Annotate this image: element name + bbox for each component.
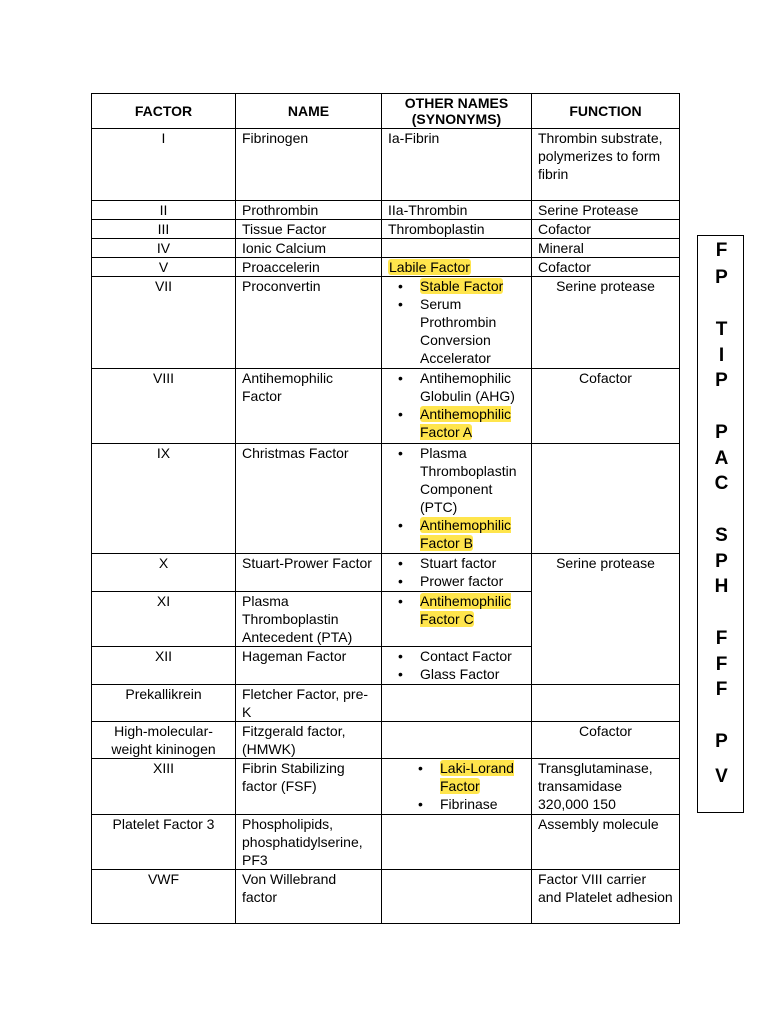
function-cell: Transglutaminase, transamidase 320,000 150 [532, 759, 680, 815]
table-row [92, 444, 680, 554]
name-cell: Antihemophilic Factor [236, 369, 382, 444]
factor-cell: VII [92, 277, 236, 369]
mnemonic-letter: P [715, 551, 728, 572]
mnemonic-letter: S [715, 525, 728, 546]
factor-cell: II [92, 201, 236, 220]
factor-cell: XIII [92, 759, 236, 815]
other-names-cell [382, 258, 532, 277]
function-cell: Serine protease [532, 277, 680, 369]
synonym-item: • Antihemophilic Globulin (AHG) [420, 369, 525, 405]
mnemonic-letter: T [715, 319, 728, 340]
factor-cell: III [92, 220, 236, 239]
table-row [92, 258, 680, 277]
name-cell: Von Willebrand factor [236, 870, 382, 924]
other-names-cell [382, 554, 532, 592]
synonym-item: • Fibrinase [440, 795, 525, 813]
other-names-cell [382, 759, 532, 815]
function-cell-merged: Serine protease [532, 554, 680, 685]
factor-cell: IV [92, 239, 236, 258]
mnemonic-letter: H [714, 576, 729, 597]
factor-cell: Platelet Factor 3 [92, 815, 236, 870]
factor-cell: IX [92, 444, 236, 554]
highlighted-synonym: Labile Factor [389, 259, 470, 275]
mnemonic-letter: V [715, 766, 728, 787]
mnemonic-letter: F [715, 679, 728, 700]
factor-cell: X [92, 554, 236, 592]
mnemonic-letter: P [715, 267, 728, 288]
header-name: NAME [236, 94, 382, 129]
factor-cell: VWF [92, 870, 236, 924]
function-cell: Cofactor [532, 722, 680, 759]
synonym-list [388, 647, 525, 683]
synonym-item: • Stuart factor [420, 554, 525, 572]
name-cell: Prothrombin [236, 201, 382, 220]
table-row [92, 369, 680, 444]
name-cell: Ionic Calcium [236, 239, 382, 258]
table-row [92, 277, 680, 369]
mnemonic-letter: P [715, 422, 728, 443]
mnemonic-letter: A [714, 448, 729, 469]
other-names-cell: Ia-Fibrin [382, 129, 532, 201]
synonym-item: • Contact Factor [420, 647, 525, 665]
name-cell: Phospholipids, phosphatidylserine, PF3 [236, 815, 382, 870]
factor-cell: Prekallikrein [92, 685, 236, 722]
name-cell: Hageman Factor [236, 647, 382, 685]
other-names-cell [382, 239, 532, 258]
other-names-cell [382, 685, 532, 722]
header-other-names: OTHER NAMES (SYNONYMS) [382, 94, 532, 129]
header-factor: FACTOR [92, 94, 236, 129]
mnemonic-letter: C [714, 473, 729, 494]
function-cell: Cofactor [532, 258, 680, 277]
name-cell: Fibrinogen [236, 129, 382, 201]
name-cell: Stuart-Prower Factor [236, 554, 382, 592]
synonym-item: • Antihemophilic Factor C [420, 592, 525, 628]
table-row [92, 870, 680, 924]
other-names-cell [382, 592, 532, 647]
function-cell: Serine Protease [532, 201, 680, 220]
function-cell: Factor VIII carrier and Platelet adhesion [532, 870, 680, 924]
function-cell: Assembly molecule [532, 815, 680, 870]
header-row [92, 94, 680, 129]
other-names-cell [382, 870, 532, 924]
table-row [92, 815, 680, 870]
synonym-list [388, 592, 525, 628]
mnemonic-letter: P [715, 731, 728, 752]
mnemonic-letter-box [697, 235, 744, 813]
name-cell: Plasma Thromboplastin Antecedent (PTA) [236, 592, 382, 647]
table-row [92, 239, 680, 258]
name-cell: Fletcher Factor, pre-K [236, 685, 382, 722]
factor-cell: VIII [92, 369, 236, 444]
synonym-item: • Prower factor [420, 572, 525, 590]
coagulation-factors-table [91, 93, 680, 924]
synonym-item: • Stable Factor [420, 277, 525, 295]
name-cell: Proaccelerin [236, 258, 382, 277]
synonym-item: • Serum Prothrombin Conversion Accelerator [420, 295, 525, 367]
factor-cell: I [92, 129, 236, 201]
table-row [92, 201, 680, 220]
table-row [92, 129, 680, 201]
function-cell-empty [532, 685, 680, 722]
table-row [92, 554, 680, 592]
other-names-cell: Thromboplastin [382, 220, 532, 239]
name-cell: Fibrin Stabilizing factor (FSF) [236, 759, 382, 815]
factor-cell: XI [92, 592, 236, 647]
other-names-cell [382, 277, 532, 369]
factor-cell: XII [92, 647, 236, 685]
factor-cell: V [92, 258, 236, 277]
synonym-item: • Antihemophilic Factor B [420, 516, 525, 552]
synonym-item: • Glass Factor [420, 665, 525, 683]
header-function: FUNCTION [532, 94, 680, 129]
other-names-cell [382, 444, 532, 554]
table-row [92, 220, 680, 239]
synonym-list [388, 277, 525, 367]
function-cell: Cofactor [532, 369, 680, 444]
table-row [92, 759, 680, 815]
other-names-cell: IIa-Thrombin [382, 201, 532, 220]
factor-cell: High-molecular-weight kininogen [92, 722, 236, 759]
name-cell: Proconvertin [236, 277, 382, 369]
mnemonic-letter: F [715, 628, 728, 649]
synonym-list [388, 444, 525, 552]
synonym-item: • Antihemophilic Factor A [420, 405, 525, 441]
other-names-cell [382, 369, 532, 444]
function-cell: Cofactor [532, 220, 680, 239]
table-row [92, 722, 680, 759]
name-cell: Fitzgerald factor, (HMWK) [236, 722, 382, 759]
synonym-list [388, 554, 525, 590]
synonym-list [388, 369, 525, 441]
function-cell-empty [532, 444, 680, 554]
other-names-cell [382, 722, 532, 759]
mnemonic-letter: F [715, 654, 728, 675]
other-names-cell [382, 815, 532, 870]
function-cell: Mineral [532, 239, 680, 258]
mnemonic-letter: P [715, 370, 728, 391]
other-names-cell [382, 647, 532, 685]
mnemonic-letter: F [715, 240, 728, 261]
synonym-item: • Laki-Lorand Factor [440, 759, 525, 795]
synonym-item: • Plasma Thromboplastin Component (PTC) [420, 444, 525, 516]
function-cell: Thrombin substrate, polymerizes to form fibrin [532, 129, 680, 201]
mnemonic-letter: I [718, 345, 725, 366]
name-cell: Tissue Factor [236, 220, 382, 239]
table-row [92, 685, 680, 722]
synonym-list [388, 759, 525, 813]
name-cell: Christmas Factor [236, 444, 382, 554]
